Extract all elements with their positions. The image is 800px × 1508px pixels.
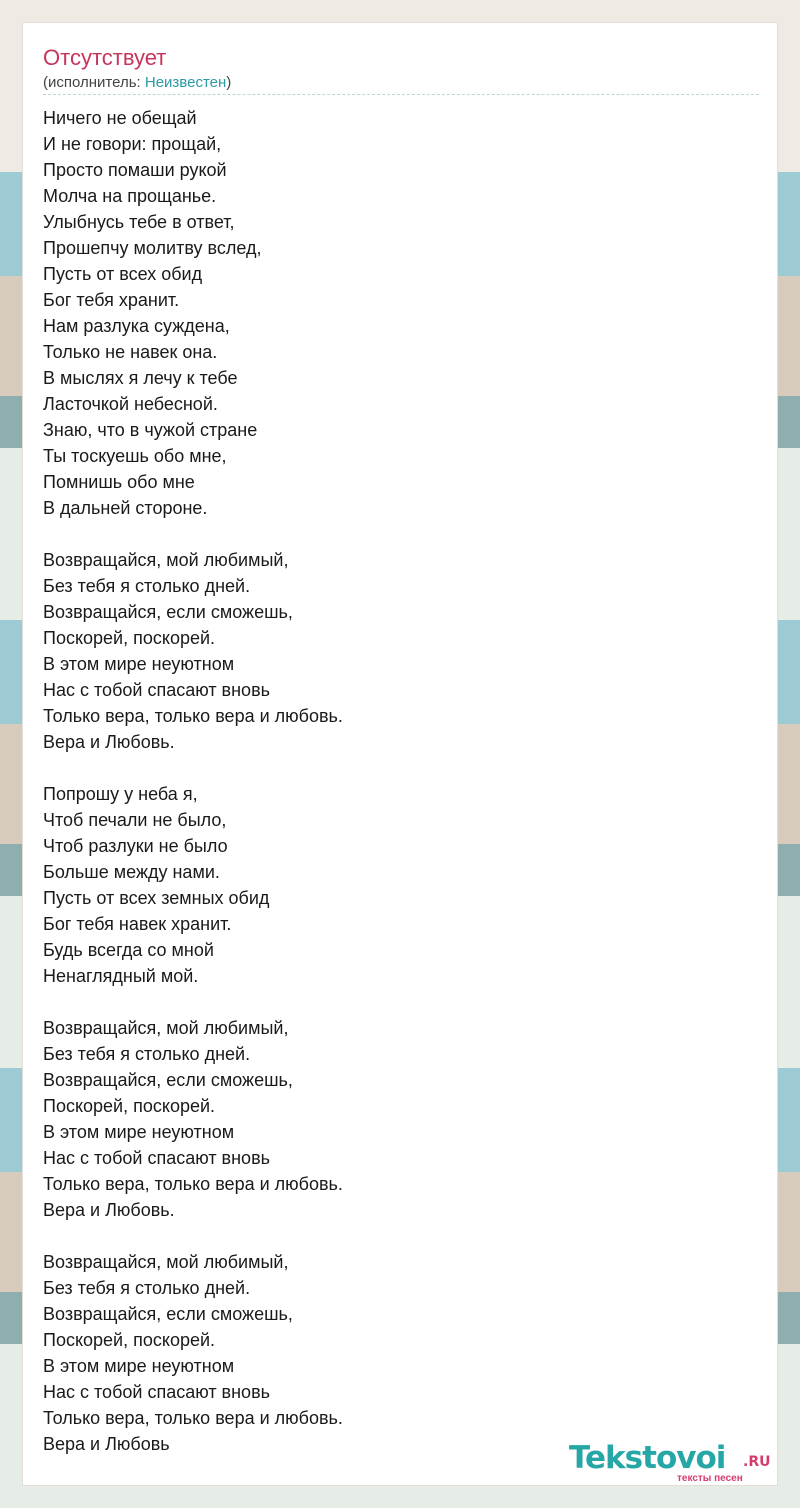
site-logo[interactable] <box>569 1440 775 1484</box>
lyrics-card <box>22 22 778 1486</box>
performer-link[interactable]: Неизвестен <box>144 74 227 91</box>
song-title: Отсутствует <box>43 45 167 70</box>
title-divider <box>43 94 759 95</box>
performer-line <box>43 74 231 92</box>
performer-suffix: ) <box>226 74 232 91</box>
logo-tld: .RU <box>743 1454 771 1470</box>
lyrics-text: Ничего не обещай И не говори: прощай, Просто помаши рукой Молча на прощанье. Улыбнусь тебе в ответ, Прошепчу молитву вслед, Пусть от всех обид Бог тебя хранит. Нам разлука суждена, Только не навек она. В мыслях я лечу к тебе Ласточкой небесной. Знаю, что в чужой стране Ты тоскуешь обо мне, Помнишь обо мне В дальней стороне. Возвращайся, мой любимый, Без тебя я столько дней. Возвращайся, если сможешь, Поскорей, поскорей. В этом мире неуютном Нас с тобой спасают вновь Только вера, только вера и любовь. Вера и Любовь. Попрошу у неба я, Чтоб печали не было, Чтоб разлуки не было Больше между нами. Пусть от всех земных обид Бог тебя навек хранит. Будь всегда со мной Ненаглядный мой. Возвращайся, мой любимый, Без тебя я столько дней. Возвращайся, если сможешь, Поскорей, поскорей. В этом мире неуютном Нас с тобой спасают вновь Только вера, только вера и любовь. Вера и Любовь. Возвращайся, мой любимый, Без тебя я столько дней. Возвращайся, если сможешь, Поскорей, поскорей. В этом мире неуютном Нас с тобой спасают вновь Только вера, только вера и любовь. Вера и Любовь <box>43 108 343 1454</box>
logo-tagline: тексты песен <box>677 1473 743 1484</box>
performer-prefix: (исполнитель: <box>43 74 145 91</box>
logo-wordmark: Tekstovoi <box>569 1440 726 1476</box>
